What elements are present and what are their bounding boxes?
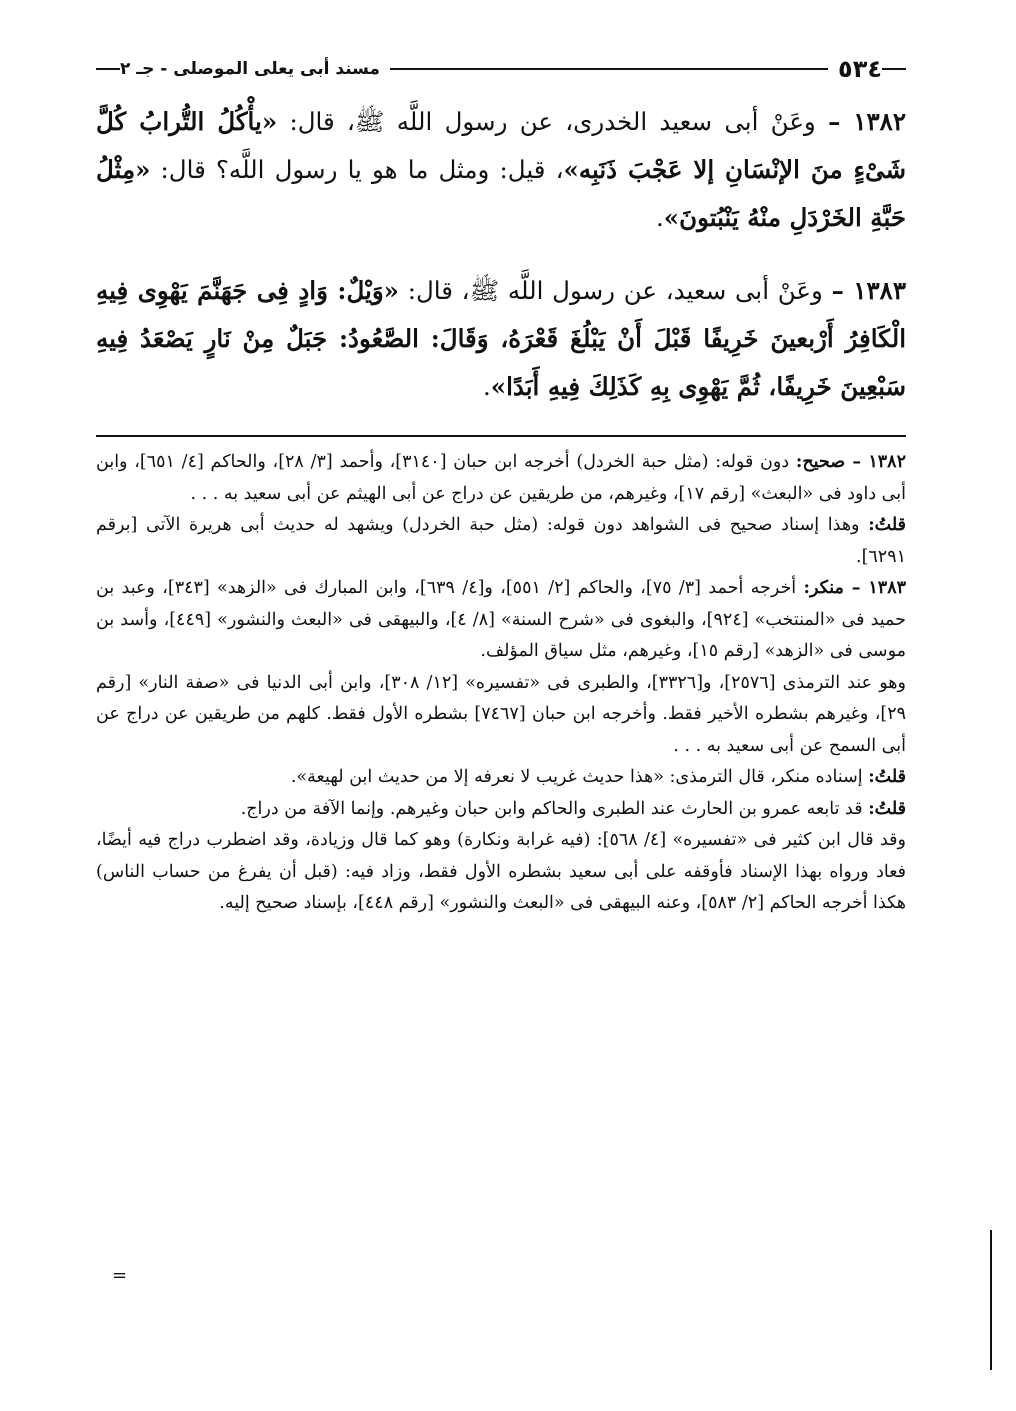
footnote-lead: قلتُ:	[868, 767, 906, 787]
hadith-number: ١٣٨٢ –	[828, 107, 906, 136]
hadith-1382	[96, 98, 906, 242]
footnote-text: وهذا إسناد صحيح فى الشواهد دون قوله: (مثل حبة الخردل) ويشهد له حديث أبى هريرة الآتى [برقم ٦٢٩١].	[96, 515, 906, 567]
header-rule	[390, 68, 828, 70]
footnote-text: وهو عند الترمذى [٢٥٧٦]، و[٣٣٢٦]، والطبرى فى «تفسيره» [١٢/ ٣٠٨]، وابن أبى الدنيا فى «صفة النار» [رقم ٢٩]، وغيرهم بشطره الأخير فقط. وأخرجه ابن حبان [٧٤٦٧] بشطره الأول فقط. كلهم من طريقين عن دراج عن أبى السمح عن أبى سعيد به . . .	[96, 672, 906, 756]
footnote-separator	[96, 435, 906, 437]
footnote-paragraph	[96, 510, 906, 573]
footnote-lead: ١٣٨٣ – منكر:	[803, 578, 906, 598]
footnote-paragraph	[96, 668, 906, 763]
footnote-lead: قلتُ:	[868, 515, 906, 535]
footnote-text: أخرجه أحمد [٣/ ٧٥]، والحاكم [٢/ ٥٥١]، و[٤/ ٦٣٩]، وابن المبارك فى «الزهد» [٣٤٣]، وعبد بن حميد فى «المنتخب» [٩٢٤]، والبغوى فى «شرح السنة» [٨/ ٤]، والبيهقى فى «البعث والنشور» [٤٤٩]، وأسد بن موسى فى «الزهد» [رقم ١٥]، وغيرهم، مثل سياق المؤلف.	[96, 578, 906, 661]
hadith-text: وعَنْ أبى سعيد الخدرى، عن رسول اللَّه ﷺ، قال:	[277, 107, 816, 136]
hadith-text: .	[482, 371, 491, 401]
page-header	[96, 50, 906, 88]
footnote-paragraph	[96, 447, 906, 510]
footnote-paragraph	[96, 794, 906, 826]
footnote-lead: ١٣٨٢ – صحيح:	[795, 452, 906, 472]
hadith-quote: «يأْكُلُ التُّرابُ كُلَّ شَىْءٍ منَ الإنْسَانِ إلا عَجْبَ ذَنَبِه»	[96, 107, 906, 184]
scan-edge-line	[990, 1230, 992, 1370]
header-dash	[882, 68, 906, 70]
footnote-text: إسناده منكر، قال الترمذى: «هذا حديث غريب لا نعرفه إلا من حديث ابن لهيعة».	[290, 767, 869, 787]
hadith-quote: «مِثْلُ حَبَّةِ الخَرْدَلِ منْهُ يَنْبُتونَ»	[96, 155, 906, 232]
continuation-mark: =	[112, 1265, 128, 1286]
page-number: ٥٣٤	[838, 55, 882, 83]
footnote-text: قد تابعه عمرو بن الحارث عند الطبرى والحاكم وابن حبان وغيرهم. وإنما الآفة من دراج.	[240, 798, 869, 819]
page	[96, 50, 906, 920]
footnote-text: دون قوله: (مثل حبة الخردل) أخرجه ابن حبان [٣١٤٠]، وأحمد [٣/ ٢٨]، والحاكم [٤/ ٦٥١]، وابن أبى داود فى «البعث» [رقم ١٧]، وغيرهم، من طريقين عن دراج عن أبى الهيثم عن أبى سعيد به . . .	[96, 452, 906, 504]
hadith-text: .	[656, 203, 664, 232]
book-title: مسند أبى يعلى الموصلى - جـ ٢	[120, 59, 380, 79]
hadith-text: وعَنْ أبى سعيد، عن رسول اللَّه ﷺ، قال:	[398, 275, 823, 305]
footnote-paragraph	[96, 825, 906, 920]
hadith-quote: «وَيْلٌ: وَادٍ فِى جَهَنَّمَ يَهْوِى فِيهِ الْكَافِرُ أَرْبعينَ خَرِيفًا قَبْلَ أَنْ يَبْلُغَ قَعْرَهُ، وَقَالَ: الصَّعُودُ: جَبَلٌ مِنْ نَارٍ يَصْعَدُ فِيهِ سَبْعِينَ خَرِيفًا، ثُمَّ يَهْوِى بِهِ كَذَلِكَ فِيهِ أَبَدًا»	[96, 275, 906, 401]
footnote-text: وقد قال ابن كثير فى «تفسيره» [٤/ ٥٦٨]: (فيه غرابة ونكارة) وهو كما قال وزيادة، وقد اضطرب دراج فيه أيضًا، فعاد ورواه بهذا الإسناد فأوقفه على أبى سعيد بشطره الأول فقط، وزاد فيه: (قبل أن يفرغ من حساب الناس) هكذا أخرجه الحاكم [٢/ ٥٨٣]، وعنه البيهقى فى «البعث والنشور» [رقم ٤٤٨]، بإسناد صحيح إليه.	[96, 830, 906, 913]
hadith-number: ١٣٨٣ –	[831, 275, 906, 305]
header-dash	[96, 68, 120, 70]
footnote-paragraph	[96, 762, 906, 794]
hadith-text: ، قيل: ومثل ما هو يا رسول اللَّه؟ قال:	[150, 155, 564, 184]
footnote-lead: قلتُ:	[868, 798, 906, 819]
hadith-1383	[96, 267, 906, 411]
footnote-paragraph	[96, 573, 906, 668]
